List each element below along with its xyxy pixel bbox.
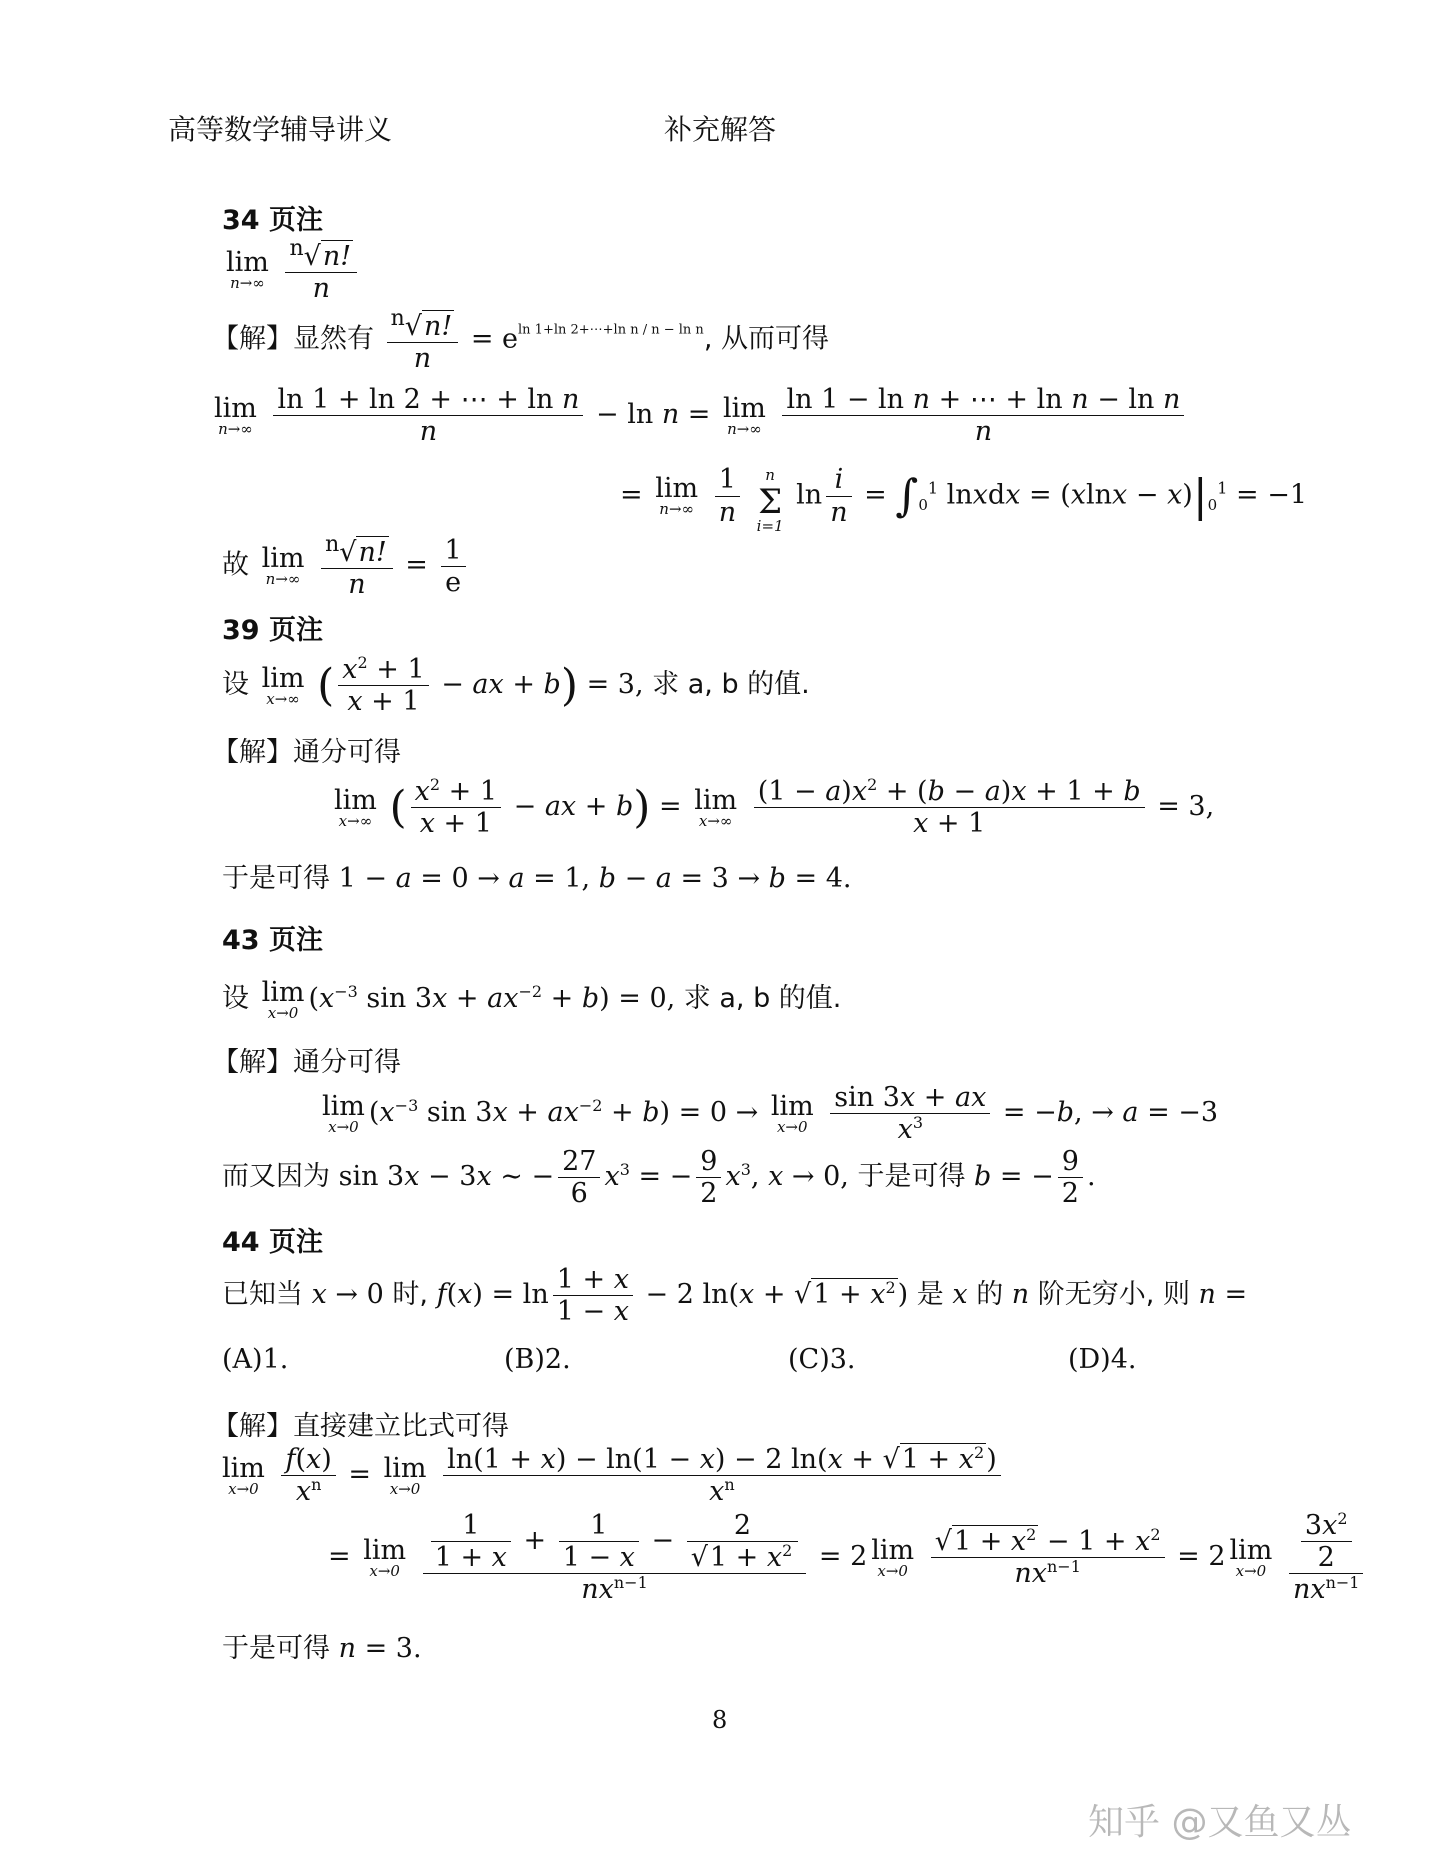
header-left: 高等数学辅导讲义 — [168, 113, 393, 146]
section-title-39: 39 页注 — [222, 615, 323, 646]
solution-44-line1: lim x→0 $\frac{f(x)}{x^n}$ = lim x→0 $\frac{\ln(1 + x) - \ln(1 - x) - 2 \ln(x + √1 + x^2)}{x^n}$ — [218, 1444, 1005, 1507]
conclusion-44: 于是可得 n = 3. — [222, 1633, 422, 1664]
problem-43: 设 lim x→0 ($x^{-3}$ $\sin 3x + ax^{-2} + b) = 0$, 求 a, b 的值. — [222, 976, 842, 1022]
solution-label-43: 【解】通分可得 — [212, 1047, 401, 1078]
solution-43-because: 而又因为 sin 3x − 3x ∼ − $\frac{27}{6}$ $x^3$ = − $\frac{9}{2}$ $x^3$, x → 0, 于是可得 b = − $\frac{9}{2}$ . — [222, 1146, 1096, 1210]
problem-34: lim n→∞ $\frac{^n√n!}{n}$ — [222, 236, 361, 304]
solution-34-prefix: 【解】显然有 — [212, 323, 374, 355]
option-c: (C)3. — [788, 1344, 856, 1375]
problem-39: 设 lim x→∞ ( $\frac{x^2 + 1}{x + 1}$ − ax + b) = 3, 求 a, b 的值. — [222, 653, 810, 718]
solution-34-line2: lim n→∞ $\frac{\text{ln 1 + ln 2 + ⋯ + ln n}}{n}$ − ln n = lim n→∞ $\frac{\text{ln 1 − ln n + ⋯ + ln n − ln n}}{n}$ — [210, 384, 1188, 447]
section-title-43: 43 页注 — [222, 925, 323, 956]
section-title-34: 34 页注 — [222, 205, 323, 236]
option-d: (D)4. — [1068, 1344, 1137, 1375]
watermark: 知乎 @又鱼又丛 — [1088, 1802, 1352, 1843]
solution-label-44: 【解】直接建立比式可得 — [212, 1411, 509, 1442]
solution-label-39: 【解】通分可得 — [212, 737, 401, 768]
conclusion-39: 于是可得 1 − a = 0 → a = 1, b − a = 3 → b = 4. — [222, 863, 852, 894]
conclusion-34: 故 lim n→∞ $\frac{^n√n!}{n}$ = $\frac{1}{e}$ — [222, 532, 470, 600]
solution-34-line1: 【解】显然有 $\frac{^n√n!}{n}$ = $e^{ln 1+ln 2+\cdots+ln n / n - ln n}$, 从而可得 — [212, 306, 829, 375]
page-number: 8 — [712, 1706, 728, 1734]
header-right: 补充解答 — [664, 113, 777, 146]
therefore-label: 故 — [222, 549, 249, 581]
solution-39-equation: lim x→∞ ( $\frac{x^2 + 1}{x + 1}$ − ax + b) = lim x→∞ $\frac{(1 - a)x^2 + (b - a)x + 1 + b}{x + 1}$ = 3, — [334, 775, 1215, 840]
option-a: (A)1. — [222, 1344, 289, 1375]
solution-43-equation: lim x→0 ($x^{-3}$ $\sin 3x + ax^{-2} + b) = 0$ → lim x→0 $\frac{\sin 3x + ax}{x^3}$ = −b, → a = −3 — [322, 1082, 1219, 1146]
problem-44: 已知当 x → 0 时, f(x) = ln $\frac{1 + x}{1 - x}$ − 2 $\ln(x + √1 + x^2)$ 是 x 的 n 阶无穷小, 则 n = — [222, 1264, 1248, 1328]
solution-44-line2: = lim x→0 $\frac{1}{1 + x}$ + $\frac{1}{1 - x}$ − $\frac{2}{√1 + x^2}$ $nx^{n-1}$ = 2 lim x→0 $\frac{√1 + x^2 - 1 + x^2}{nx^{n-1}}$ = 2 lim x→0 $\frac{\frac{3x^2}{2}}{nx^{n-1}}$ — [328, 1510, 1367, 1605]
section-title-44: 44 页注 — [222, 1227, 323, 1258]
option-b: (B)2. — [504, 1344, 571, 1375]
solution-34-line3: = lim n→∞ $\frac{1}{n}$ n Σ i=1 ln $\frac{i}{n}$ = $\int_0^1$ lnxdx = $(xlnx - x)|_0^1 = -1$ — [620, 464, 1307, 535]
solution-34-suffix: , 从而可得 — [703, 323, 829, 355]
